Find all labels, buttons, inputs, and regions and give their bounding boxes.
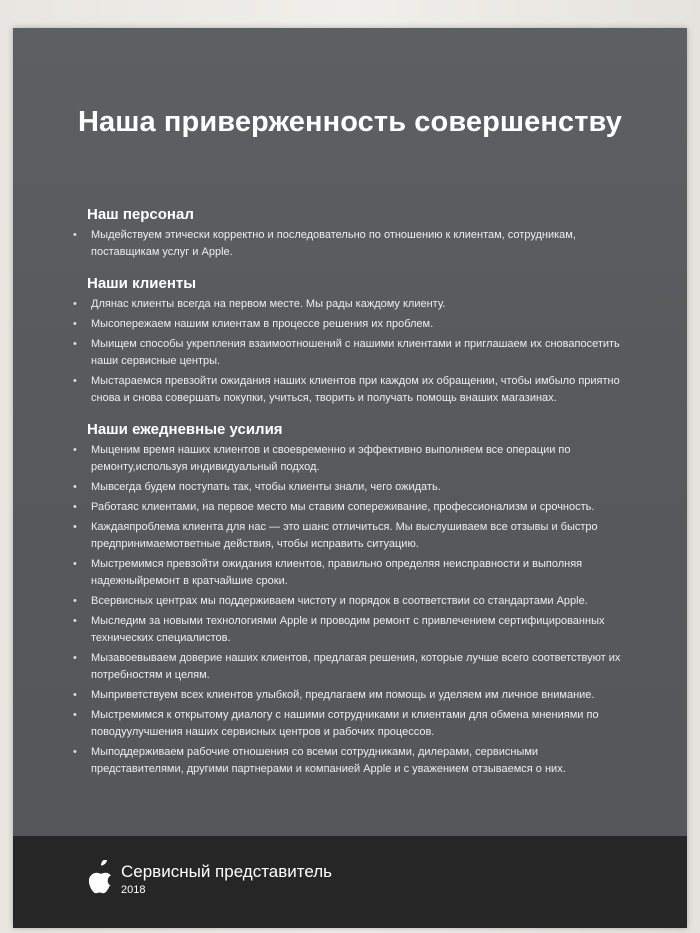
section-daily-efforts bbox=[73, 421, 625, 778]
list-item: • Работаяс клиентами, на первое место мы ставим сопереживание, профессионализм и срочность. bbox=[73, 499, 625, 516]
poster-title: Наша приверженность совершенству bbox=[78, 106, 622, 138]
list-item: • Мызавоевываем доверие наших клиентов, предлагая решения, которые лучше всего соответствуют их потребностям и целям. bbox=[73, 650, 625, 684]
list-item: • Всервисных центрах мы поддерживаем чистоту и порядок в соответствии со стандартами Apple. bbox=[73, 593, 625, 610]
footer-bar bbox=[13, 836, 687, 928]
list-item: • Мывсегда будем поступать так, чтобы клиенты знали, чего ожидать. bbox=[73, 479, 625, 496]
section-heading: Наши клиенты bbox=[87, 275, 197, 292]
list-item: • Мысопережаем нашим клиентам в процессе решения их проблем. bbox=[73, 316, 625, 333]
list-item: • Мыстараемся превзойти ожидания наших клиентов при каждом их обращении, чтобы имбыло приятно снова и снова совершать покупки, учиться, творить и получать помощь внаших магазинах. bbox=[73, 373, 625, 407]
section-heading: Наши ежедневные усилия bbox=[87, 421, 283, 438]
poster-content bbox=[73, 206, 625, 792]
footer-year: 2018 bbox=[121, 884, 146, 896]
bullet-list bbox=[73, 296, 625, 407]
list-item: • Мыдействуем этически корректно и последовательно по отношению к клиентам, сотрудникам, поставщикам услуг и Apple. bbox=[73, 227, 625, 261]
list-item: • Мыприветствуем всех клиентов улыбкой, предлагаем им помощь и уделяем им личное внимание. bbox=[73, 687, 625, 704]
poster bbox=[13, 28, 687, 928]
list-item: • Мыподдерживаем рабочие отношения со всеми сотрудниками, дилерами, сервисными представителями, другими партнерами и компанией Apple и с уважением отзываемся о них. bbox=[73, 744, 625, 778]
bullet-list bbox=[73, 442, 625, 778]
list-item: • Каждаяпроблема клиента для нас — это шанс отличиться. Мы выслушиваем все отзывы и быстро предпринимаемответные действия, чтобы исправить ситуацию. bbox=[73, 519, 625, 553]
list-item: • Мыценим время наших клиентов и своевременно и эффективно выполняем все операции по ремонту,используя индивидуальный подход. bbox=[73, 442, 625, 476]
list-item: • Мыстремимся превзойти ожидания клиентов, правильно определяя неисправности и выполняя надежныйремонт в кратчайшие сроки. bbox=[73, 556, 625, 590]
footer-label: Сервисный представитель bbox=[121, 862, 333, 881]
bullet-list bbox=[73, 227, 625, 261]
section-personnel bbox=[73, 206, 625, 261]
list-item: • Длянас клиенты всегда на первом месте. Мы рады каждому клиенту. bbox=[73, 296, 625, 313]
apple-logo-icon bbox=[85, 860, 115, 894]
section-heading: Наш персонал bbox=[87, 206, 194, 223]
list-item: • Мыследим за новыми технологиями Apple и проводим ремонт с привлечением сертифицированных технических специалистов. bbox=[73, 613, 625, 647]
section-clients bbox=[73, 275, 625, 407]
list-item: • Мыстремимся к открытому диалогу с нашими сотрудниками и клиентами для обмена мнениями по поводуулучшения наших сервисных центров и рабочих процессов. bbox=[73, 707, 625, 741]
list-item: • Мыищем способы укрепления взаимоотношений с нашими клиентами и приглашаем их сновапосетить наши сервисные центры. bbox=[73, 336, 625, 370]
